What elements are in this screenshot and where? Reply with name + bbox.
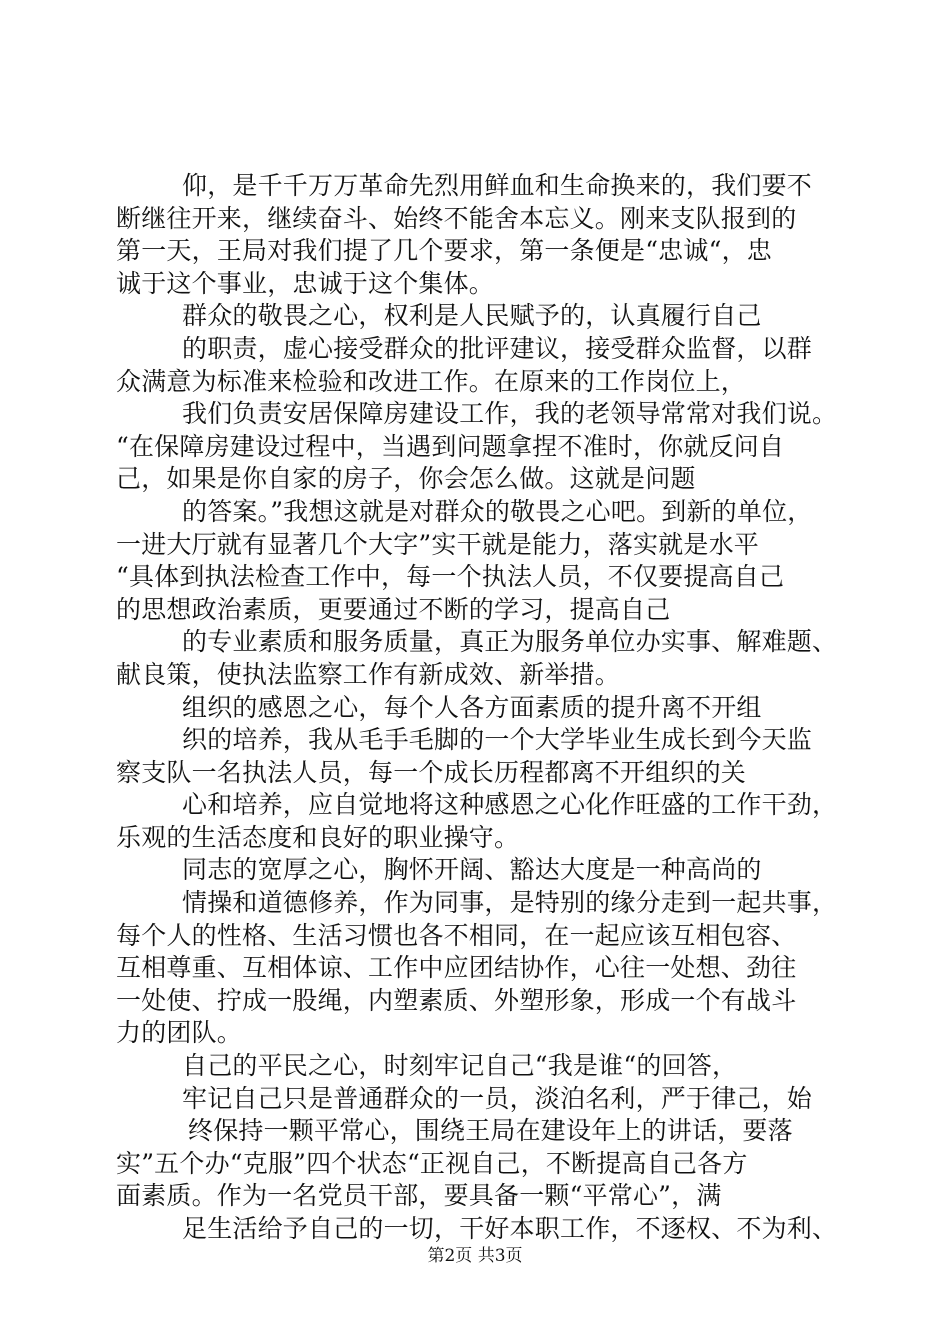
page-number-label: 第2页 共3页 — [427, 1246, 523, 1266]
text-line: 仰，是千千万万革命先烈用鲜血和生命换来的，我们要不 — [182, 171, 813, 200]
text-line: 诚于这个事业，忠诚于这个集体。 — [116, 268, 495, 298]
text-line: 察支队一名执法人员，每一个成长历程都离不开组织的关 — [116, 757, 747, 787]
text-line: 群众的敬畏之心，权利是人民赋予的，认真履行自己 — [182, 301, 762, 331]
text-line: 献良策，使执法监察工作有新成效、新举措。 — [116, 659, 621, 689]
text-line: “在保障房建设过程中，当遇到问题拿捏不准时，你就反问自 — [116, 431, 785, 461]
text-line: 的专业素质和服务质量，真正为服务单位办实事、解难题、 — [182, 627, 838, 657]
text-line: 互相尊重、互相体谅、工作中应团结协作，心往一处想、劲往 — [116, 953, 797, 983]
text-line: 织的培养，我从毛手毛脚的一个大学毕业生成长到今天监 — [182, 725, 813, 755]
body-text — [116, 170, 856, 1246]
text-line: 情操和道德修养，作为同事，是特别的缘分走到一起共事， — [182, 888, 838, 918]
text-line: 同志的宽厚之心，胸怀开阔、豁达大度是一种高尚的 — [182, 855, 762, 885]
text-line: 实”五个办“克服”四个状态“正视自己，不断提高自己各方 — [116, 1148, 748, 1178]
text-line: 足生活给予自己的一切，干好本职工作，不逐权、不为利、 — [182, 1214, 838, 1243]
text-line: 的答案。”我想这就是对群众的敬畏之心吧。到新的单位， — [182, 496, 813, 526]
text-line: 的职责，虚心接受群众的批评建议，接受群众监督，以群 — [182, 333, 813, 363]
text-line: 一进大厅就有显著几个大字”实干就是能力，落实就是水平 — [116, 529, 759, 559]
text-line: 面素质。作为一名党员干部，要具备一颗“平常心”，满 — [116, 1181, 722, 1211]
text-line: 的思想政治素质，更要通过不断的学习，提高自己 — [116, 594, 671, 624]
text-line: 组织的感恩之心，每个人各方面素质的提升离不开组 — [182, 692, 762, 722]
text-line: “具体到执法检查工作中，每一个执法人员，不仅要提高自己 — [116, 562, 785, 592]
text-line: 第一天，王局对我们提了几个要求，第一条便是“忠诚“，忠 — [116, 236, 772, 266]
text-line: 众满意为标准来检验和改进工作。在原来的工作岗位上， — [116, 366, 747, 396]
text-line: 力的团队。 — [116, 1018, 243, 1048]
text-line: 自己的平民之心，时刻牢记自己“我是谁“的回答， — [182, 1051, 738, 1081]
text-line: 断继往开来，继续奋斗、始终不能舍本忘义。刚来支队报到的 — [116, 203, 797, 233]
text-line: 每个人的性格、生活习惯也各不相同，在一起应该互相包容、 — [116, 920, 797, 950]
text-line: 我们负责安居保障房建设工作，我的老领导常常对我们说。 — [182, 399, 838, 429]
text-line: 心和培养，应自觉地将这种感恩之心化作旺盛的工作干劲， — [182, 790, 838, 820]
text-line: 牢记自己只是普通群众的一员，淡泊名利，严于律己，始 — [182, 1083, 813, 1113]
text-line: 终保持一颗平常心，围绕王局在建设年上的讲话，要落 — [188, 1116, 793, 1146]
page-footer — [0, 1244, 950, 1268]
text-line: 一处使、拧成一股绳，内塑素质、外塑形象，形成一个有战斗 — [116, 985, 797, 1015]
text-line: 己，如果是你自家的房子，你会怎么做。这就是问题 — [116, 464, 696, 494]
text-line: 乐观的生活态度和良好的职业操守。 — [116, 822, 520, 852]
